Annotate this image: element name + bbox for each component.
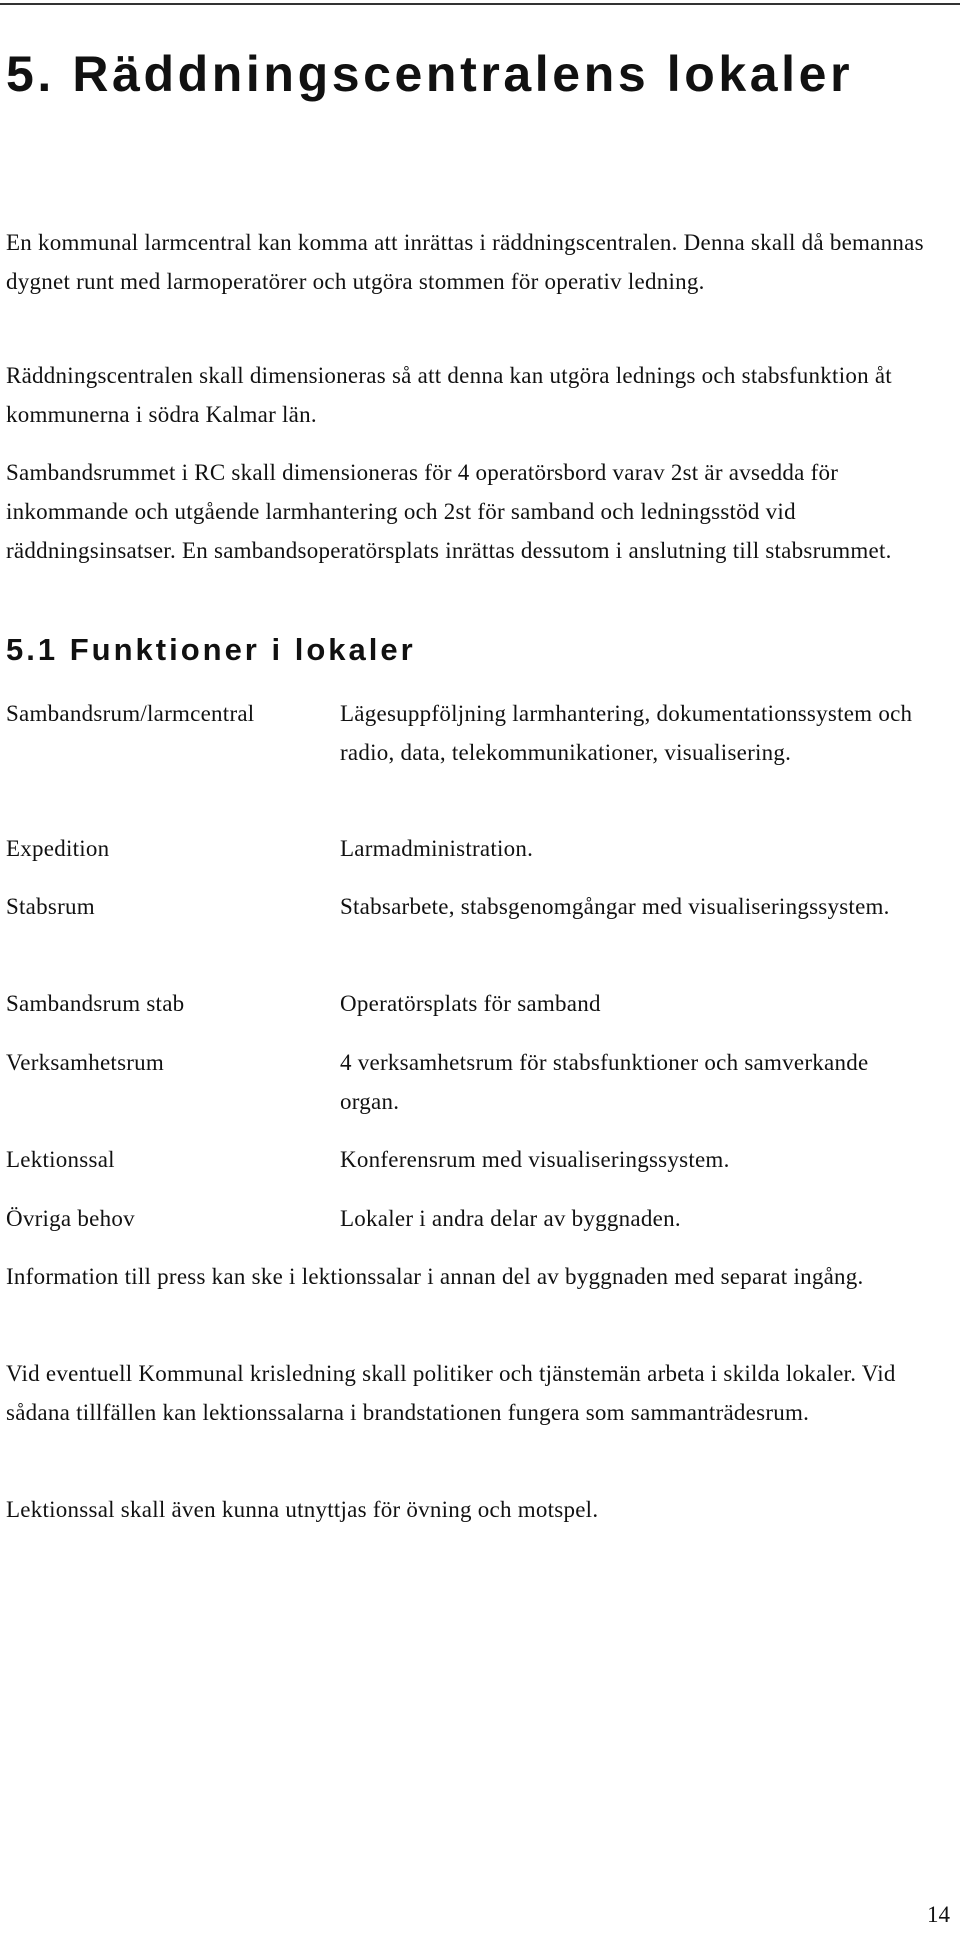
closing-paragraph-1: Information till press kan ske i lektionssalar i annan del av byggnaden med separat ingång. — [6, 1264, 864, 1289]
function-name: Verksamhetsrum — [6, 1050, 165, 1075]
closing-paragraph-2: Vid eventuell Kommunal krisledning skall politiker och tjänstemän arbeta i skilda lokaler. Vid sådana tillfällen kan lektionssalarna i brandstationen fungera som sammanträdesrum. — [6, 1361, 896, 1425]
function-description: Konferensrum med visualiseringssystem. — [340, 1147, 730, 1172]
function-name: Expedition — [6, 836, 110, 861]
top-rule — [0, 3, 960, 5]
function-name: Sambandsrum stab — [6, 991, 185, 1016]
chapter-title: 5. Räddningscentralens lokaler — [6, 46, 854, 102]
intro-paragraph-2: Räddningscentralen skall dimensioneras så att denna kan utgöra lednings och stabsfunktion åt kommunerna i södra Kalmar län. — [6, 363, 892, 427]
function-name: Lektionssal — [6, 1147, 115, 1172]
function-description: Operatörsplats för samband — [340, 991, 601, 1016]
function-name: Stabsrum — [6, 894, 95, 919]
intro-paragraph-1: En kommunal larmcentral kan komma att inrättas i räddningscentralen. Denna skall då bemannas dygnet runt med larmoperatörer och utgöra stommen för operativ ledning. — [6, 230, 924, 294]
page-number: 14 — [927, 1902, 950, 1927]
section-title: 5.1 Funktioner i lokaler — [6, 632, 416, 667]
function-description: 4 verksamhetsrum för stabsfunktioner och samverkande organ. — [340, 1050, 869, 1114]
function-name: Övriga behov — [6, 1206, 135, 1231]
function-description: Lokaler i andra delar av byggnaden. — [340, 1206, 681, 1231]
function-description: Lägesuppföljning larmhantering, dokumentationssystem och radio, data, telekommunikationer, visualisering. — [340, 701, 913, 765]
function-description: Larmadministration. — [340, 836, 534, 861]
intro-paragraph-3: Sambandsrummet i RC skall dimensioneras för 4 operatörsbord varav 2st är avsedda för inkommande och utgående larmhantering och 2st för samband och ledningsstöd vid räddningsinsatser. En sambandsoperatörsplats inrättas dessutom i anslutning till stabsrummet. — [6, 460, 892, 563]
closing-paragraph-3: Lektionssal skall även kunna utnyttjas för övning och motspel. — [6, 1497, 599, 1522]
function-description: Stabsarbete, stabsgenomgångar med visualiseringssystem. — [340, 894, 890, 919]
function-name: Sambandsrum/larmcentral — [6, 701, 255, 726]
